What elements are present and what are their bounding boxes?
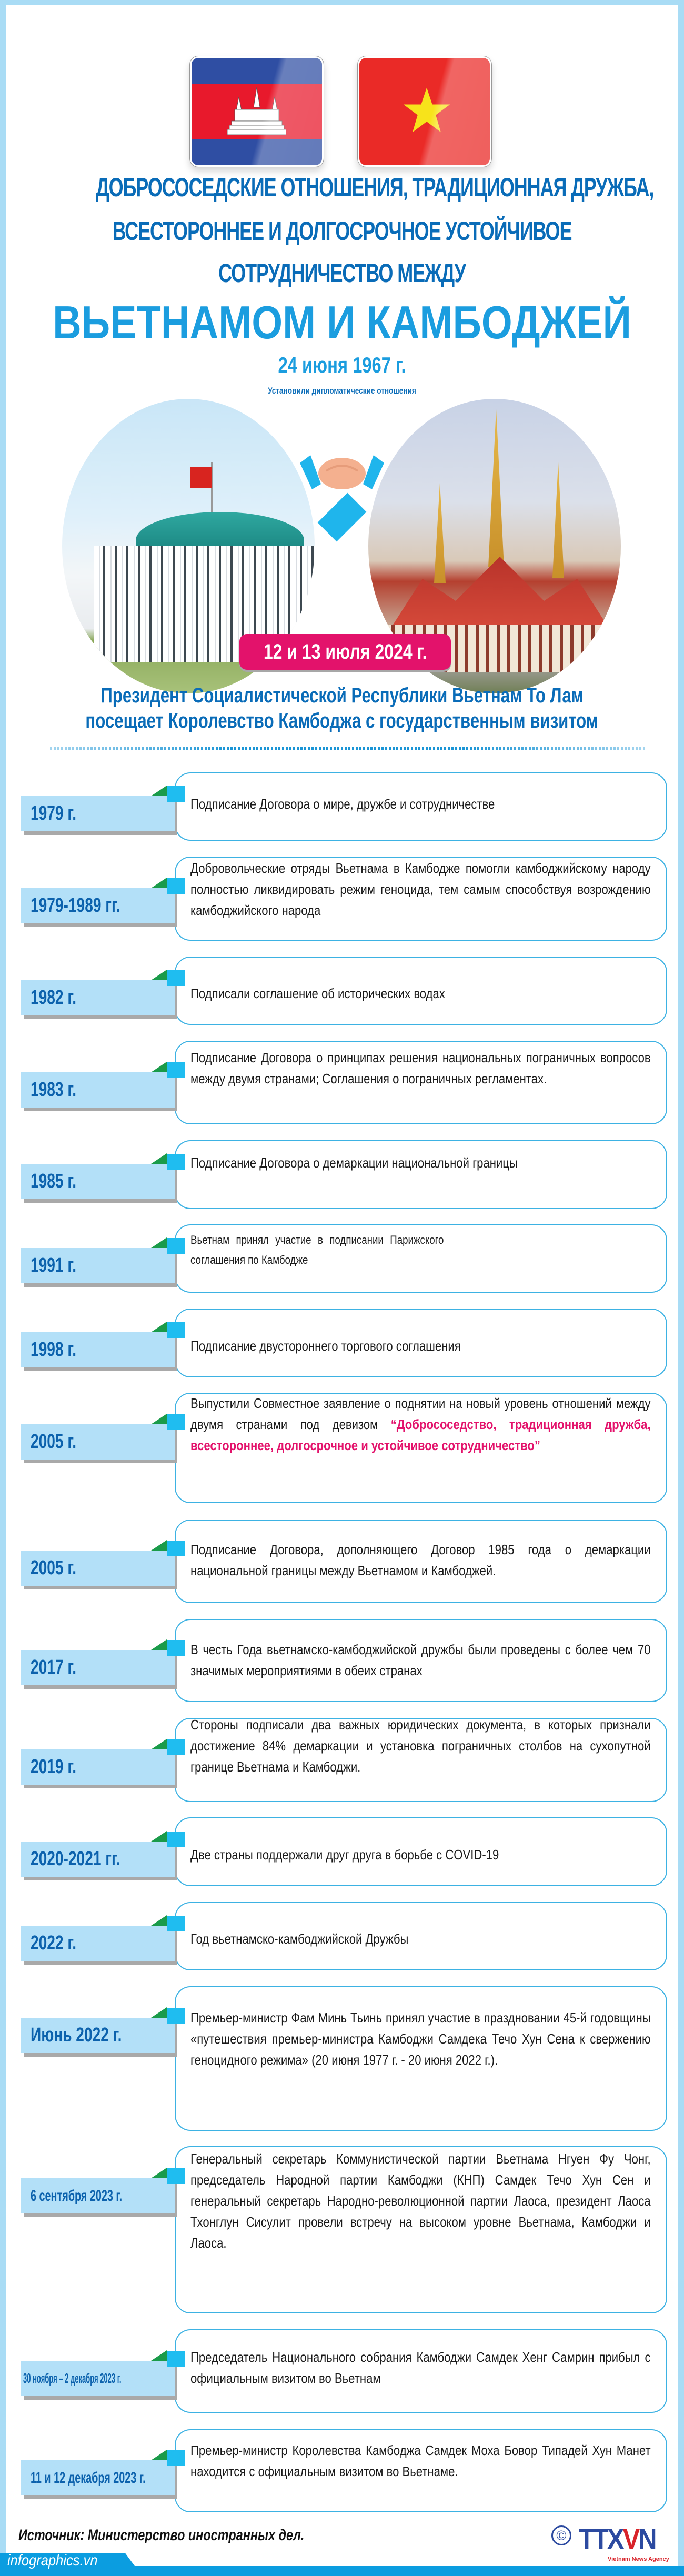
event-text: Вьетнам принял участие в подписании Парижского соглашения по Камбодже <box>190 1233 444 1266</box>
date-label: 1983 г. <box>21 1072 175 1108</box>
connector-square-icon <box>167 1739 185 1755</box>
motto-highlight: “Добрососедство, традиционная дружба, всестороннее, долгосрочное и устойчивое сотрудничество” <box>190 1416 651 1453</box>
event-text: Стороны подписали два важных юридических документа, в которых признали достижение 84% демаркации и установка пограничных столбов на сухопутной границе Вьетнама и Камбоджи. <box>190 1717 651 1775</box>
diamond-icon <box>318 494 366 541</box>
date-label: 2020-2021 гг. <box>21 1842 175 1877</box>
visit-title-line-1: Президент Социалистической Республики Вьетнам То Лам <box>100 684 584 707</box>
site-link[interactable]: infographics.vn <box>7 2552 98 2569</box>
ttxvn-logo: TTXVN <box>579 2523 656 2555</box>
copyright-icon: © <box>551 2525 571 2545</box>
established-date: 24 июня 1967 г. <box>278 353 406 377</box>
event-text: Подписание Договора о принципах решения национальных пограничных вопросов между двумя странами; Соглашения о пограничных регламентах. <box>190 1050 651 1086</box>
connector-square-icon <box>167 2450 185 2466</box>
event-card <box>175 1140 667 1209</box>
event-text: Подписали соглашение об исторических водах <box>190 985 445 1001</box>
date-label: 2022 г. <box>21 1926 175 1961</box>
visit-title-line-2: посещает Королевство Камбоджа с государственным визитом <box>85 709 599 732</box>
date-label: 1998 г. <box>21 1332 175 1367</box>
date-label: 2017 г. <box>21 1650 175 1685</box>
event-text: Подписание Договора о мире, дружбе и сотрудничестве <box>190 796 495 812</box>
connector-square-icon <box>167 1640 185 1656</box>
connector-square-icon <box>167 878 185 894</box>
date-label: 6 сентября 2023 г. <box>21 2178 175 2213</box>
connector-square-icon <box>167 1916 185 1931</box>
event-text: Выпустили Совместное заявление о поднятии на новый уровень отношений между двумя странами под девизом “Добрососедство, традиционная дружба, всестороннее, долгосрочное и устойчивое сотрудничество” <box>190 1395 651 1453</box>
connector-square-icon <box>167 970 185 986</box>
agency-name: Vietnam News Agency <box>608 2556 669 2562</box>
event-text: Подписание Договора, дополняющего Договор 1985 года о демаркации национальной границы между Вьетнамом и Камбоджей. <box>190 1542 651 1578</box>
connector-square-icon <box>167 2008 185 2024</box>
date-label: 1979 г. <box>21 796 175 831</box>
date-label: 1985 г. <box>21 1164 175 1199</box>
handshake-icon <box>297 447 387 500</box>
event-text: Подписание Договора о демаркации национальной границы <box>190 1155 518 1171</box>
event-text: В честь Года вьетнамско-камбоджийской дружбы были проведены с более чем 70 значимых мероприятиями в обеих странах <box>190 1642 651 1678</box>
vietnam-flag-small-icon <box>190 467 212 488</box>
connector-square-icon <box>167 1062 185 1078</box>
connector-square-icon <box>167 1832 185 1847</box>
headline-line-3: СОТРУДНИЧЕСТВО МЕЖДУ <box>218 258 466 288</box>
connector-square-icon <box>167 2168 185 2184</box>
date-label: 1979-1989 гг. <box>21 888 175 923</box>
event-text: Год вьетнамско-камбоджийской Дружбы <box>190 1931 409 1947</box>
date-label: 11 и 12 декабря 2023 г. <box>21 2460 175 2496</box>
event-text: Подписание двустороннего торгового соглашения <box>190 1338 461 1354</box>
event-text: Добровольческие отряды Вьетнама в Камбодже помогли камбоджийскому народу полностью ликвидировать режим геноцида, тем самым способствуя возрождению камбоджийского народа <box>190 860 651 918</box>
event-text: Генеральный секретарь Коммунистической партии Вьетнама Нгуен Фу Чонг, председатель Народной партии Камбоджи (КНП) Самдек Течо Хун Сен и генеральный секретарь Народно-революционной партии Лаоса, президент Лаоса Тхонглун Сисулит провели встречу на высоком уровне Вьетнама, Камбоджи и Лаоса. <box>190 2151 651 2251</box>
connector-square-icon <box>167 1414 185 1430</box>
connector-square-icon <box>167 2351 185 2367</box>
date-label: 1991 г. <box>21 1248 175 1283</box>
date-label: 1982 г. <box>21 980 175 1015</box>
established-caption: Установили дипломатические отношения <box>268 386 416 396</box>
date-label: Июнь 2022 г. <box>21 2018 175 2053</box>
connector-square-icon <box>167 1322 185 1338</box>
date-label: 2005 г. <box>21 1424 175 1460</box>
connector-square-icon <box>167 1154 185 1170</box>
visit-date-badge: 12 и 13 июля 2024 г. <box>239 634 451 670</box>
headline-line-2: ВСЕСТОРОННЕЕ И ДОЛГОСРОЧНОЕ УСТОЙЧИВОЕ <box>112 216 572 246</box>
vietnam-flag-icon <box>358 56 491 167</box>
headline-countries: ВЬЕТНАМОМ И КАМБОДЖЕЙ <box>53 296 631 348</box>
event-text: Две страны поддержали друг друга в борьбе с COVID-19 <box>190 1847 499 1863</box>
connector-square-icon <box>167 1541 185 1556</box>
connector-square-icon <box>167 1238 185 1254</box>
event-text: Премьер-министр Королевства Камбоджа Самдек Моха Бовор Типадей Хун Манет находится с официальным визитом во Вьетнаме. <box>190 2442 651 2479</box>
cambodia-flag-icon <box>190 56 324 167</box>
source-note: Источник: Министерство иностранных дел. <box>18 2527 305 2544</box>
headline-line-1: ДОБРОСОСЕДСКИЕ ОТНОШЕНИЯ, ТРАДИЦИОННАЯ ДРУЖБА, <box>95 173 654 202</box>
date-label: 2019 г. <box>21 1749 175 1785</box>
connector-square-icon <box>167 786 185 802</box>
event-text: Председатель Национального собрания Камбоджи Самдек Хенг Самрин прибыл с официальным визитом во Вьетнам <box>190 2349 651 2386</box>
date-label: 2005 г. <box>21 1551 175 1586</box>
event-text: Премьер-министр Фам Минь Тьинь принял участие в праздновании 45-й годовщины «путешествия премьер-министра Камбоджи Самдека Течо Хун Сена к свержению геноцидного режима» (20 июня 1977 г. - 20 июня 2022 г.). <box>190 2010 651 2068</box>
date-label: 30 ноября – 2 декабря 2023 г. <box>21 2361 175 2396</box>
section-divider <box>50 747 645 750</box>
